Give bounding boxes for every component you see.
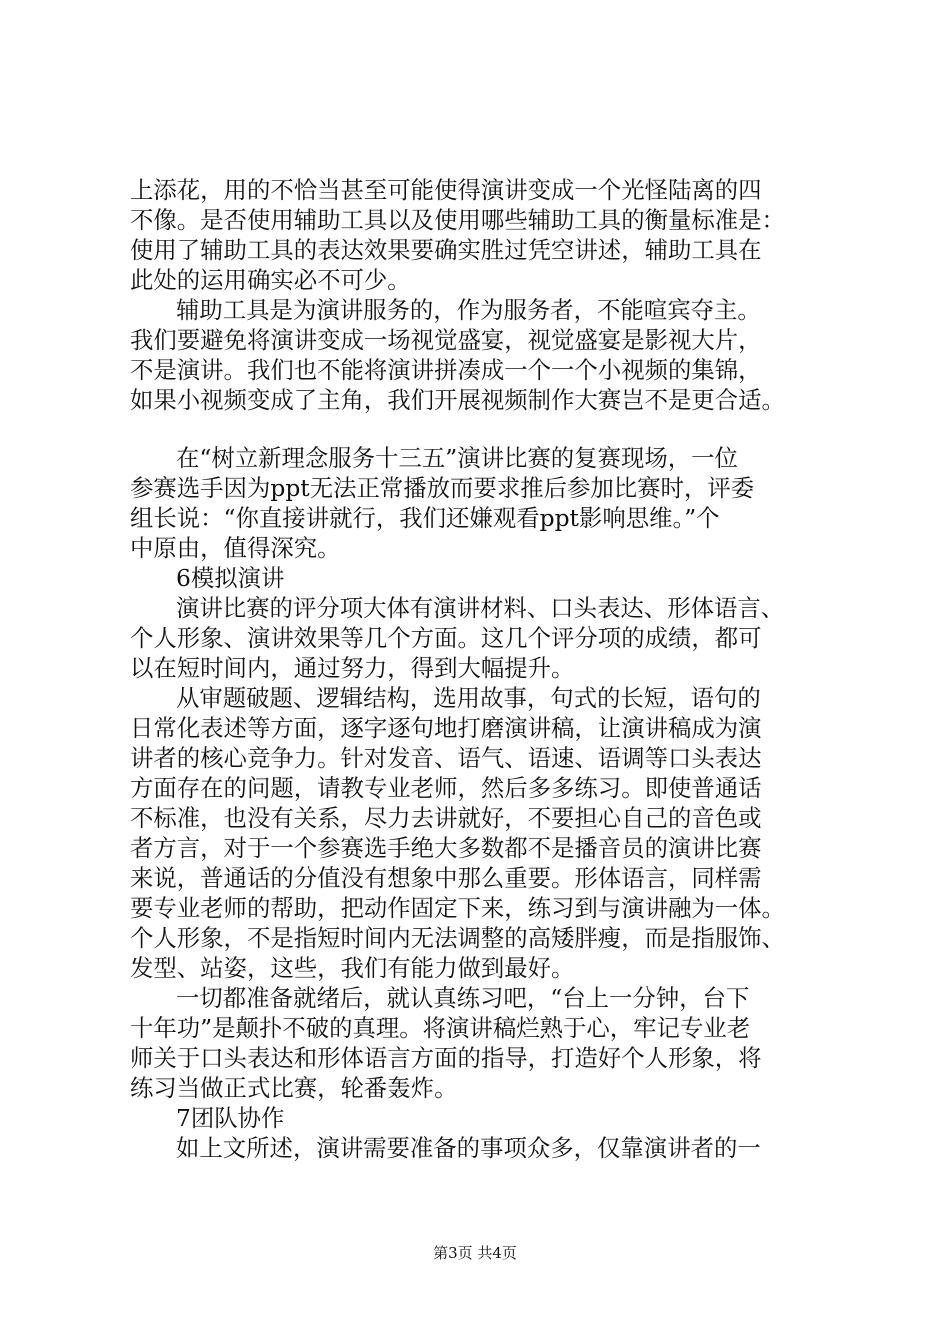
paragraph-first-line: 如上文所述，演讲需要准备的事项众多，仅靠演讲者的一 <box>176 1134 761 1162</box>
text-line: 我们要避免将演讲变成一场视觉盛宴，视觉盛宴是影视大片， <box>130 326 762 354</box>
paragraph-first-line: 一切都准备就绪后，就认真练习吧，“台上一分钟，台下 <box>176 984 750 1012</box>
text-line: 上添花，用的不恰当甚至可能使得演讲变成一个光怪陆离的四 <box>130 176 762 204</box>
text-line: 者方言，对于一个参赛选手绝大多数都不是播音员的演讲比赛 <box>130 834 762 862</box>
text-line: 不标准，也没有关系，尽力去讲就好，不要担心自己的音色或 <box>130 804 762 832</box>
text-line: 要专业老师的帮助，把动作固定下来，练习到与演讲融为一体。 <box>130 894 785 922</box>
section-heading: 7团队协作 <box>176 1104 285 1132</box>
text-line: 练习当做正式比赛，轮番轰炸。 <box>130 1074 458 1102</box>
text-line: 个人形象、演讲效果等几个方面。这几个评分项的成绩，都可 <box>130 624 762 652</box>
paragraph-first-line: 在“树立新理念服务十三五”演讲比赛的复赛现场，一位 <box>176 444 738 472</box>
paragraph-spacer <box>130 415 830 443</box>
text-line: 个人形象，不是指短时间内无法调整的高矮胖瘦，而是指服饰、 <box>130 924 785 952</box>
text-line: 此处的运用确实必不可少。 <box>130 266 411 294</box>
text-line: 组长说：“你直接讲就行，我们还嫌观看ppt影响思维。”个 <box>130 504 720 532</box>
text-line: 参赛选手因为ppt无法正常播放而要求推后参加比赛时，评委 <box>130 474 755 502</box>
text-line: 来说，普通话的分值没有想象中那么重要。形体语言，同样需 <box>130 864 762 892</box>
text-line: 方面存在的问题，请教专业老师，然后多多练习。即使普通话 <box>130 774 762 802</box>
text-line: 中原由，值得深究。 <box>130 534 341 562</box>
text-line: 师关于口头表达和形体语言方面的指导，打造好个人形象，将 <box>130 1044 762 1072</box>
text-line: 以在短时间内，通过努力，得到大幅提升。 <box>130 654 575 682</box>
page-footer: 第3页 共4页 <box>433 1244 517 1262</box>
text-line: 不是演讲。我们也不能将演讲拼凑成一个一个小视频的集锦， <box>130 356 762 384</box>
text-line: 发型、站姿，这些，我们有能力做到最好。 <box>130 954 575 982</box>
paragraph-first-line: 从审题破题、逻辑结构，选用故事，句式的长短，语句的 <box>176 684 761 712</box>
text-line: 如果小视频变成了主角，我们开展视频制作大赛岂不是更合适。 <box>130 386 785 414</box>
text-line: 不像。是否使用辅助工具以及使用哪些辅助工具的衡量标准是： <box>130 206 785 234</box>
text-line: 十年功”是颠扑不破的真理。将演讲稿烂熟于心，牢记专业老 <box>130 1014 751 1042</box>
document-body <box>130 175 830 1163</box>
section-heading: 6模拟演讲 <box>176 564 285 592</box>
text-line: 讲者的核心竞争力。针对发音、语气、语速、语调等口头表达 <box>130 744 762 772</box>
text-line: 日常化表述等方面，逐字逐句地打磨演讲稿，让演讲稿成为演 <box>130 714 762 742</box>
paragraph-first-line: 辅助工具是为演讲服务的，作为服务者，不能喧宾夺主。 <box>176 296 761 324</box>
paragraph-first-line: 演讲比赛的评分项大体有演讲材料、口头表达、形体语言、 <box>176 594 785 622</box>
text-line: 使用了辅助工具的表达效果要确实胜过凭空讲述，辅助工具在 <box>130 236 762 264</box>
